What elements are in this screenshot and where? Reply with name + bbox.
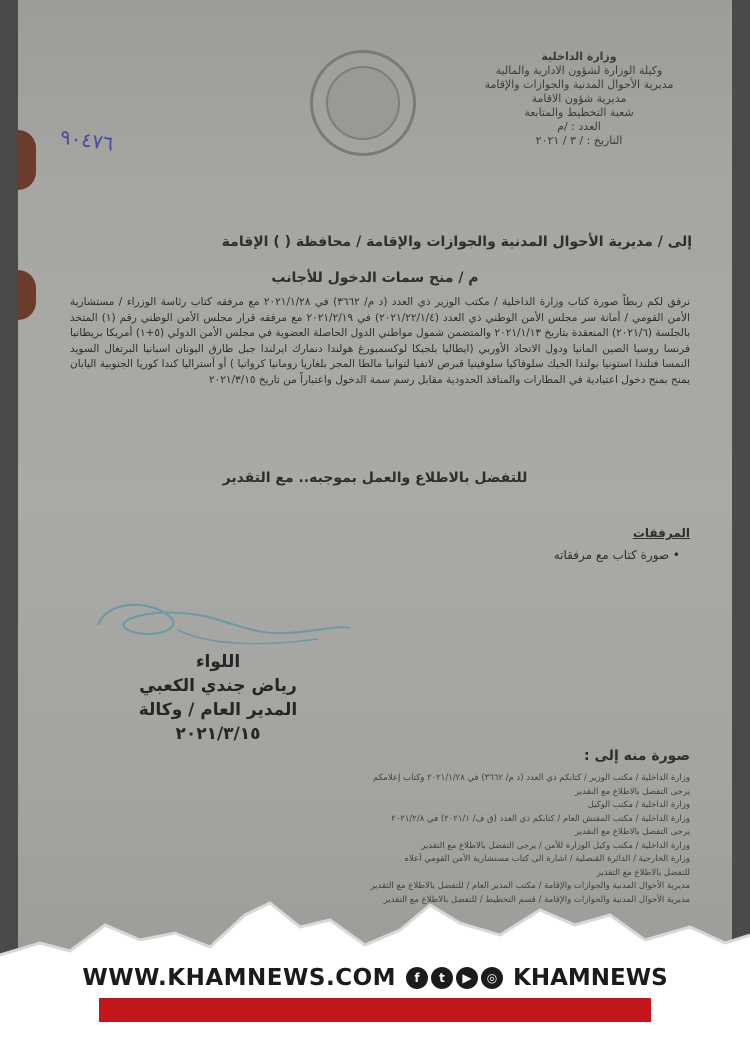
recipient-line: إلى / مديرية الأحوال المدنية والجوازات والإقامة / محافظة ( ) الإقامة [221, 234, 692, 250]
signer-rank: اللواء [195, 652, 241, 672]
signer-name: رياض جندي الكعبي [139, 676, 297, 696]
copy-line: وزارة الداخلية / مكتب وكيل الوزارة للأمن / يرجى التفضل بالاطلاع مع التقدير [421, 840, 690, 851]
attachment-item: • صورة كتاب مع مرفقاته [553, 548, 680, 562]
copies-heading: صورة منه إلى : [584, 748, 690, 764]
ministry-header [464, 50, 694, 148]
copy-line: وزارة الخارجية / الدائرة القنصلية / اشارة الى كتاب مستشارية الأمن القومي أعلاه [404, 854, 690, 864]
header-line: وكيلة الوزارة لشؤون الادارية والمالية [495, 64, 663, 77]
copy-line: يرجى التفضل بالاطلاع مع التقدير [575, 786, 690, 797]
header-line: مديرية الأحوال المدنية والجوازات والإقامة [484, 78, 674, 91]
copy-line: وزارة الداخلية / مكتب الوكيل [587, 800, 690, 810]
twitter-icon[interactable]: t [431, 967, 453, 989]
watermark-banner [0, 960, 750, 1028]
youtube-icon[interactable]: ▶ [456, 967, 478, 989]
header-line: مديرية شؤون الاقامة [531, 92, 627, 105]
closing-line: للتفضل بالاطلاع والعمل بموجبه.. مع التقدير [222, 470, 528, 486]
document-page [18, 0, 732, 1000]
attachments-heading: المرفقات [632, 526, 690, 540]
signer-title: المدير العام / وكالة [138, 700, 298, 720]
red-bar [99, 998, 651, 1022]
finger-left [18, 130, 36, 190]
header-line: وزارة الداخلية [541, 50, 617, 63]
signature-date: ٢٠٢١/٣/١٥ [175, 724, 261, 744]
copy-line: مديرية الأحوال المدنية والجوازات والإقامة / قسم التخطيط / للتفضل بالاطلاع مع التقدير [383, 894, 690, 905]
ministry-seal-icon [310, 50, 416, 156]
copy-line: وزارة الداخلية / مكتب المفتش العام / كتابكم ذي العدد (ق ف/ ٢٠٢١/١) في ٢٠٢١/٢/٨ [391, 813, 690, 824]
facebook-icon[interactable]: f [406, 967, 428, 989]
copy-line: يرجى التفضل بالاطلاع مع التقدير [575, 827, 690, 837]
handwritten-number: ٩٠٤٧٦ [58, 124, 116, 156]
header-line: التاريخ : / ٣ / ٢٠٢١ [535, 134, 623, 147]
signature-block [118, 650, 318, 746]
social-handle: KHAMNEWS [513, 965, 668, 991]
subject-line: م / منح سمات الدخول للأجانب [271, 270, 479, 286]
copy-line: للتفضل بالاطلاع مع التقدير [596, 867, 690, 878]
letter-body: نرفق لكم ربطاً صورة كتاب وزارة الداخلية / مكتب الوزير ذي العدد (د م/ ٣٦٦٢) في ٢٠٢١/١/٢٨ مع مرفقه كتاب رئاسة الوزراء / مستشارية الأمن القومي / أمانة سر مجلس الأمن الوطني ذي العدد (٢٠٢١/٢٢/١/٤) في ٢٠٢١/٢/١٩ مع مرفقه قرار مجلس الأمن الوطني رقم (١) المتخذ بالجلسة (٢٠٢١/٦) المنعقدة بتاريخ ٢٠٢١/١/١٣ والمتضمن شمول مواطني الدول الحاصلة العضوية في مجلس الأمن الدولي (٥+١) أمريكا بريطانيا فرنسا روسيا الصين المانيا ودول الاتحاد الأوربي (ايطاليا بلجيكا لوكسمبورغ هولندا دنمارك ايرلندا جبل طارق اليونان اسبانيا البرتغال السويد النمسا فنلندا استونيا بولندا الجيك سلوفاكيا سلوفينيا قبرص لاتفيا لتوانيا مالطا المجر بلغاريا رومانيا كرواتيا ) أو أستراليا كندا كوريا الجنوبية اليابان يمنح بمنح دخول اعتيادية في المطارات والمنافذ الحدودية مقابل رسم سمة الدخول واعتباراً من تاريخ ٢٠٢١/٣/١٥ [70, 296, 690, 386]
site-url[interactable]: WWW.KHAMNEWS.COM [82, 965, 397, 991]
instagram-icon[interactable]: ◎ [481, 967, 503, 989]
header-line: شعبة التخطيط والمتابعة [524, 106, 634, 119]
social-icons [406, 967, 503, 989]
header-line: العدد : /م [557, 120, 601, 133]
attachment-label: صورة كتاب مع مرفقاته [553, 548, 670, 562]
copy-line: مديرية الأحوال المدنية والجوازات والإقامة / مكتب المدير العام / للتفضل بالاطلاع مع التقدير [370, 881, 690, 891]
copy-line: وزارة الداخلية / مكتب الوزير / كتابكم ذي العدد (د م/ ٣٦٦٢) في ٢٠٢١/١/٢٨ وكتاب إعلامكم [372, 773, 690, 783]
